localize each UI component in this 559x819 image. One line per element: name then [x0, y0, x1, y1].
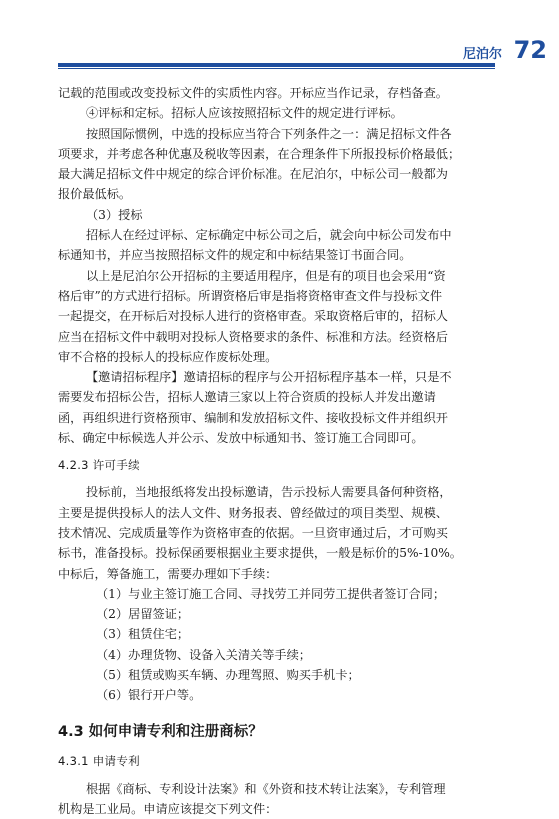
paragraph-line: 标书，准备投标。投标保函要根据业主要求提供，一般是标价的5%-10%。: [58, 546, 462, 561]
paragraph-line: 函，再组织进行资格预审、编制和发放招标文件、接收投标文件并组织开: [58, 410, 448, 425]
paragraph-line: 【邀请招标程序】邀请招标的程序与公开招标程序基本一样，只是不: [86, 370, 452, 385]
paragraph-line: 招标人在经过评标、定标确定中标公司之后，就会向中标公司发布中: [86, 228, 452, 243]
paragraph-line: 机构是工业局。申请应该提交下列文件：: [58, 801, 278, 816]
paragraph-line: 最大满足招标文件中规定的综合评价标准。在尼泊尔，中标公司一般都为: [58, 167, 448, 182]
paragraph-line: 技术情况、完成质量等作为资格审查的依据。一旦资审通过后，才可购买: [58, 525, 448, 540]
country-label: 尼泊尔: [462, 47, 502, 62]
paragraph-line: 主要是提供投标人的法人文件、财务报表、曾经做过的项目类型、规模、: [58, 505, 448, 520]
paragraph-line: 标、确定中标候选人并公示、发放中标通知书、签订施工合同即可。: [58, 431, 424, 446]
paragraph-line: 记载的范围或改变投标文件的实质性内容。开标应当作记录，存档备查。: [58, 86, 448, 100]
paragraph-line: 项要求，并考虑各种优惠及税收等因素，在合理条件下所报投标价格最低；: [58, 146, 461, 161]
section-heading-4-3: 4.3 如何申请专利和注册商标？: [58, 723, 263, 740]
paragraph-line: 应当在招标文件中载明对投标人资格要求的条件、标准和方法。经资格后: [58, 329, 448, 344]
paragraph-line: 以上是尼泊尔公开招标的主要适用程序，但是有的项目也会采用“资: [86, 268, 446, 283]
list-item: （4）办理货物、设备入关清关等手续；: [96, 647, 311, 662]
header-rule-thin: [58, 68, 495, 69]
list-item: （1）与业主签订施工合同、寻找劳工并同劳工提供者签订合同；: [96, 586, 446, 601]
subheading: （3）授标: [86, 207, 143, 222]
section-heading-4-3-1: 4.3.1 申请专利: [58, 753, 140, 768]
list-item: （3）租赁住宅；: [96, 627, 190, 642]
list-item: （5）租赁或购买车辆、办理驾照、购买手机卡；: [96, 668, 360, 683]
list-item: （6）银行开户等。: [96, 688, 202, 703]
paragraph-line: 按照国际惯例，中选的投标应当符合下列条件之一：满足招标文件各: [86, 126, 452, 141]
paragraph-line: ④评标和定标。招标人应该按照招标文件的规定进行评标。: [86, 106, 403, 121]
page-header: [0, 0, 559, 80]
paragraph-line: 投标前，当地报纸将发出投标邀请，告示投标人需要具备何种资格，: [86, 485, 452, 500]
page-body: [58, 83, 500, 819]
header-rule: [58, 63, 495, 67]
paragraph-line: 中标后，筹备施工，需要办理如下手续：: [58, 566, 278, 581]
paragraph-line: 根据《商标、专利设计法案》和《外资和技术转让法案》，专利管理: [86, 781, 446, 796]
page-number: 72: [513, 36, 547, 64]
paragraph-line: 一起提交，在开标后对投标人进行的资格审查。采取资格后审的，招标人: [58, 309, 448, 324]
paragraph-line: 审不合格的投标人的投标应作废标处理。: [58, 349, 278, 364]
paragraph-line: 标通知书，并应当按照招标文件的规定和中标结果签订书面合同。: [58, 248, 412, 263]
paragraph-line: 格后审”的方式进行招标。所谓资格后审是指将资格审查文件与投标文件: [58, 288, 443, 303]
paragraph-line: 需要发布招标公告，招标人邀请三家以上符合资质的投标人并发出邀请: [58, 390, 436, 405]
section-heading-4-2-3: 4.2.3 许可手续: [58, 458, 140, 473]
list-item: （2）居留签证；: [96, 607, 190, 622]
paragraph-line: 报价最低标。: [58, 187, 132, 202]
